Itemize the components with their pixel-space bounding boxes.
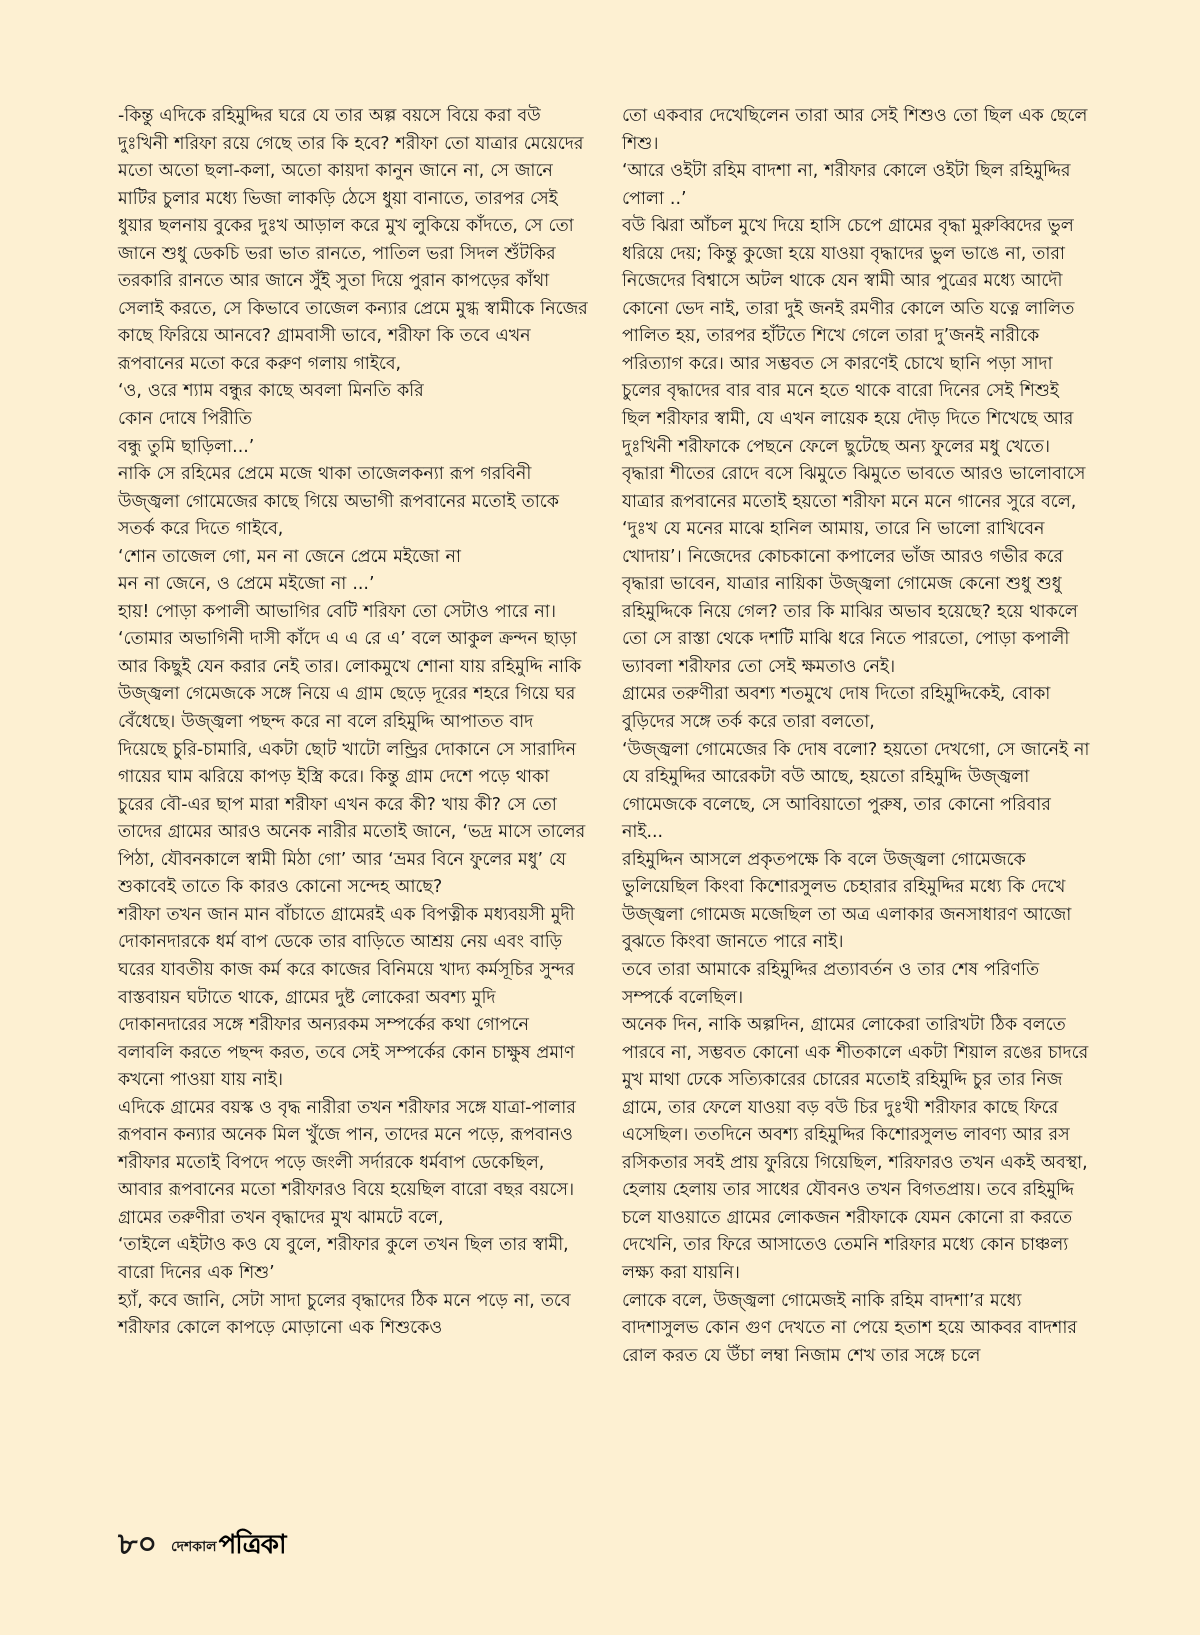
logo-big-text: পত্রিকা (218, 1530, 286, 1560)
song-line: বন্ধু তুমি ছাড়িলা...’ (118, 436, 255, 457)
quote: ‘উজ্জ্বলা গোমেজের কি দোষ বলো? হয়তো দেখগো, সে জানেই না যে রহিমুদ্দির আরেকটা বউ আছে, হয়তো রহিমুদ্দি উজ্জ্বলা গোমেজকে বলেছে, সে আবিয়াতো পুরুষ, তার কোনো পরিবার নাই... (622, 739, 1090, 843)
paragraph: গ্রামের তরুণীরা অবশ্য শতমুখে দোষ দিতো রহিমুদ্দিকেই, বোকা বুড়িদের সঙ্গে তর্ক করে তারা বলতো, (622, 684, 1051, 733)
paragraph: বউ ঝিরা আঁচল মুখে দিয়ে হাসি চেপে গ্রামের বৃদ্ধা মুরুব্বিদের ভুল ধরিয়ে দেয়; কিন্তু কুজো হয়ে যাওয়া বৃদ্ধাদের ভুল ভাঙে না, তারা নিজেদের বিশ্বাসে অটল থাকে যেন স্বামী আর পুত্রের মধ্যে আদৌ কোনো ভেদ নাই, তারা দুই জনই রমণীর কোলে অতি যত্নে লালিত পালিত হয়, তারপর হাঁটতে শিখে গেলে তারা দু’জনই নারীকে পরিত্যাগ করে। আর সম্ভবত সে কারণেই চোখে ছানি পড়া সাদা চুলের বৃদ্ধাদের বার বার মনে হতে থাকে বারো দিনের সেই শিশুই ছিল শরীফার স্বামী, যে এখন লায়েক হয়ে দৌড় দিতে শিখেছে আর দুঃখিনী শরীফাকে পেছনে ফেলে ছুটেছে অন্য ফুলের মধু খেতে। (622, 216, 1075, 457)
magazine-logo (171, 1532, 286, 1558)
right-column (622, 103, 1092, 1370)
paragraph: তো একবার দেখেছিলেন তারা আর সেই শিশুও তো ছিল এক ছেলে শিশু। (622, 106, 1088, 154)
paragraph: হ্যাঁ, কবে জানি, সেটা সাদা চুলের বৃদ্ধাদের ঠিক মনে পড়ে না, তবে শরীফার কোলে কাপড়ে মোড়ানো এক শিশুকেও (118, 1290, 571, 1339)
paragraph: এদিকে গ্রামের বয়স্ক ও বৃদ্ধ নারীরা তখন শরীফার সঙ্গে যাত্রা-পালার রূপবান কন্যার অনেক মিল খুঁজে পান, তাদের মনে পড়ে, রূপবানও শরীফার মতোই বিপদে পড়ে জংলী সর্দারকে ধর্মবাপ ডেকেছিল, আবার রূপবানের মতো শরীফারও বিয়ে হয়েছিল বারো বছর বয়সে। গ্রামের তরুণীরা তখন বৃদ্ধাদের মুখ ঝামটে বলে, (118, 1097, 576, 1228)
paragraph: রহিমুদ্দিন আসলে প্রকৃতপক্ষে কি বলে উজ্জ্বলা গোমেজকে ভুলিয়েছিল কিংবা কিশোরসুলভ চেহারার রহিমুদ্দির মধ্যে কি দেখে উজ্জ্বলা গোমেজ মজেছিল তা অত্র এলাকার জনসাধারণ আজো বুঝতে কিংবা জানতে পারে নাই। (622, 849, 1072, 953)
page-number: ৮০ (118, 1527, 157, 1562)
paragraph: নাকি সে রহিমের প্রেমে মজে থাকা তাজেলকন্যা রূপ গরবিনী উজ্জ্বলা গোমেজের কাছে গিয়ে অভাগী রূপবানের মতোই তাকে সতর্ক করে দিতে গাইবে, (118, 464, 559, 540)
paragraph: তবে তারা আমাকে রহিমুদ্দির প্রত্যাবর্তন ও তার শেষ পরিণতি সম্পর্কে বলেছিল। (622, 959, 1040, 1008)
song-line: ‘শোন তাজেল গো, মন না জেনে প্রেমে মইজো না (118, 546, 461, 567)
left-column (118, 103, 588, 1343)
paragraph: অনেক দিন, নাকি অল্পদিন, গ্রামের লোকেরা তারিখটা ঠিক বলতে পারবে না, সম্ভবত কোনো এক শীতকালে একটা শিয়াল রঙের চাদরে মুখ মাথা ঢেকে সত্যিকারের চোরের মতোই রহিমুদ্দি চুর তার নিজ গ্রামে, তার ফেলে যাওয়া বড় বউ চির দুঃখী শরীফার কাছে ফিরে এসেছিল। ততদিনে অবশ্য রহিমুদ্দির কিশোরসুলভ লাবণ্য আর রস রসিকতার সবই প্রায় ফুরিয়ে গিয়েছিল, শরিফারও তখন একই অবস্থা, হেলায় হেলায় তার সাধের যৌবনও তখন বিগতপ্রায়। তবে রহিমুদ্দি চলে যাওয়াতে গ্রামের লোকজন শরীফাকে যেমন কোনো রা করতে দেখেনি, তার ফিরে আসাতেও তেমনি শরিফার মধ্যে কোন চাঞ্চল্য লক্ষ্য করা যায়নি। (622, 1015, 1089, 1283)
page-footer (118, 1525, 286, 1565)
song-line: কোন দোষে পিরীতি (118, 409, 252, 430)
logo-small-text: দেশকাল (170, 1539, 217, 1555)
paragraph: বৃদ্ধারা শীতের রোদে বসে ঝিমুতে ঝিমুতে ভাবতে আরও ভালোবাসে যাত্রার রূপবানের মতোই হয়তো শরীফা মনে মনে গানের সুরে বলে, ‘দুঃখ যে মনের মাঝে হানিল আমায়, তারে নি ভালো রাখিবেন খোদায়’। নিজেদের কোচকানো কপালের ভাঁজ আরও গভীর করে বৃদ্ধারা ভাবেন, যাত্রার নায়িকা উজ্জ্বলা গোমেজ কেনো শুধু শুধু রহিমুদ্দিকে নিয়ে গেল? তার কি মাঝির অভাব হয়েছে? হয়ে থাকলে তো সে রাস্তা থেকে দশটি মাঝি ধরে নিতে পারতো, পোড়া কপালী ভ্যাবলা শরীফার তো সেই ক্ষমতাও নেই। (622, 464, 1086, 677)
song-line: ‘ও, ওরে শ্যাম বন্ধুর কাছে অবলা মিনতি করি (118, 381, 424, 402)
paragraph: লোকে বলে, উজ্জ্বলা গোমেজই নাকি রহিম বাদশা’র মধ্যে বাদশাসুলভ কোন গুণ দেখতে না পেয়ে হতাশ হয়ে আকবর বাদশার রোল করত যে উঁচা লম্বা নিজাম শেখ তার সঙ্গে চলে (622, 1290, 1077, 1366)
quote: ‘তাইলে এইটাও কও যে বুলে, শরীফার কুলে তখন ছিল তার স্বামী, বারো দিনের এক শিশু’ (118, 1235, 569, 1283)
paragraph: শরীফা তখন জান মান বাঁচাতে গ্রামেরই এক বিপত্নীক মধ্যবয়সী মুদী দোকানদারকে ধর্ম বাপ ডেকে তার বাড়িতে আশ্রয় নেয় এবং বাড়ি ঘরের যাবতীয় কাজ কর্ম করে কাজের বিনিময়ে খাদ্য কর্মসূচির সুন্দর বাস্তবায়ন ঘটাতে থাকে, গ্রামের দুষ্ট লোকেরা অবশ্য মুদি দোকানদারের সঙ্গে শরীফার অন্যরকম সম্পর্কের কথা গোপনে বলাবলি করতে পছন্দ করত, তবে সেই সম্পর্কের কোন চাক্ষুষ প্রমাণ কখনো পাওয়া যায় নাই। (118, 904, 575, 1091)
quote: ‘আরে ওইটা রহিম বাদশা না, শরীফার কোলে ওইটা ছিল রহিমুদ্দির পোলা ..’ (622, 161, 1071, 209)
paragraph: হায়! পোড়া কপালী আভাগির বেটি শরিফা তো সেটাও পারে না। ‘তোমার অভাগিনী দাসী কাঁদে এ এ রে এ’ বলে আকুল ক্রন্দন ছাড়া আর কিছুই যেন করার নেই তার। লোকমুখে শোনা যায় রহিমুদ্দি নাকি উজ্জ্বলা গেমেজকে সঙ্গে নিয়ে এ গ্রাম ছেড়ে দূরের শহরে গিয়ে ঘর বেঁধেছে। উজ্জ্বলা পছন্দ করে না বলে রহিমুদ্দি আপাতত বাদ দিয়েছে চুরি-চামারি, একটা ছোট খাটো লন্ড্রির দোকানে সে সারাদিন গায়ের ঘাম ঝরিয়ে কাপড় ইস্ত্রি করে। কিন্তু গ্রাম দেশে পড়ে থাকা চুরের বৌ-এর ছাপ মারা শরীফা এখন করে কী? খায় কী? সে তো তাদের গ্রামের আরও অনেক নারীর মতোই জানে, ‘ভদ্র মাসে তালের পিঠা, যৌবনকালে স্বামী মিঠা গো’ আর ‘ভ্রমর বিনে ফুলের মধু’ যে শুকাবেই তাতে কি কারও কোনো সন্দেহ আছে? (118, 601, 586, 898)
song-line: মন না জেনে, ও প্রেমে মইজো না ...’ (118, 574, 375, 595)
paragraph: -কিন্তু এদিকে রহিমুদ্দির ঘরে যে তার অল্প বয়সে বিয়ে করা বউ দুঃখিনী শরিফা রয়ে গেছে তার কি হবে? শরীফা তো যাত্রার মেয়েদের মতো অতো ছলা-কলা, অতো কায়দা কানুন জানে না, সে জানে মাটির চুলার মধ্যে ভিজা লাকড়ি ঠেসে ধুয়া বানাতে, তারপর সেই ধুয়ার ছলনায় বুকের দুঃখ আড়াল করে মুখ লুকিয়ে কাঁদতে, সে তো জানে শুধু ডেকচি ভরা ভাত রানতে, পাতিল ভরা সিদল শুঁটকির তরকারি রানতে আর জানে সুঁই সুতা দিয়ে পুরান কাপড়ের কাঁথা সেলাই করতে, সে কিভাবে তাজেল কন্যার প্রেমে মুগ্ধ স্বামীকে নিজের কাছে ফিরিয়ে আনবে? গ্রামবাসী ভাবে, শরীফা কি তবে এখন রূপবানের মতো করে করুণ গলায় গাইবে, (118, 106, 588, 374)
